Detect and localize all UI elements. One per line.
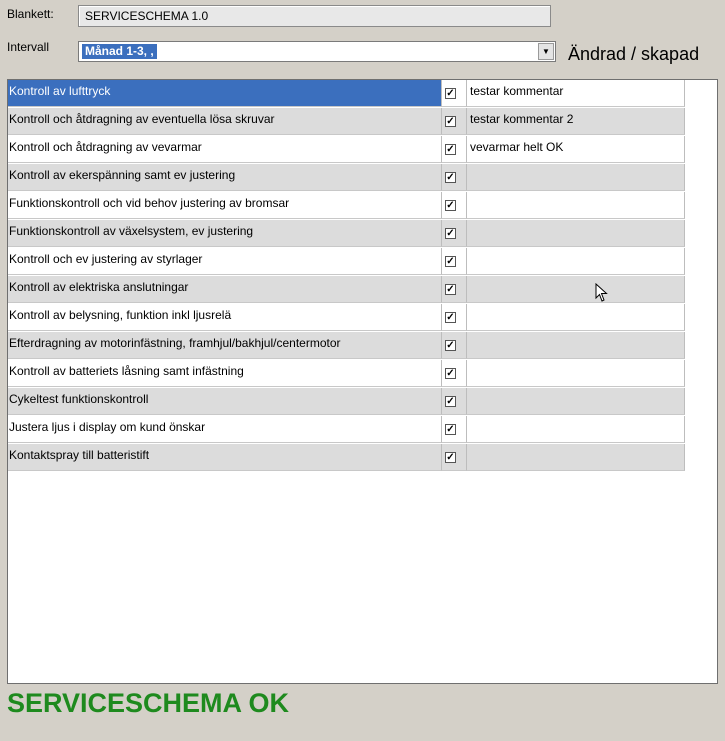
comment-field[interactable] [466, 444, 685, 471]
table-row[interactable] [8, 164, 685, 192]
task-label[interactable]: Kontroll och ev justering av styrlager [8, 248, 441, 275]
comment-field[interactable]: vevarmar helt OK [466, 136, 685, 163]
comment-field[interactable] [466, 360, 685, 387]
intervall-label: Intervall [7, 40, 50, 54]
task-checkbox-cell [441, 220, 466, 247]
comment-field[interactable] [466, 276, 685, 303]
intervall-select[interactable] [78, 41, 556, 62]
task-checkbox[interactable]: ✓ [446, 340, 455, 351]
task-list [7, 79, 718, 684]
task-checkbox[interactable]: ✓ [446, 452, 455, 463]
task-label[interactable]: Kontroll av ekerspänning samt ev justering [8, 164, 441, 191]
task-checkbox-cell [441, 276, 466, 303]
task-checkbox[interactable]: ✓ [446, 368, 455, 379]
task-checkbox-cell [441, 304, 466, 331]
task-checkbox-cell [441, 416, 466, 443]
task-label[interactable]: Funktionskontroll av växelsystem, ev justering [8, 220, 441, 247]
task-label[interactable]: Efterdragning av motorinfästning, framhjul/bakhjul/centermotor [8, 332, 441, 359]
table-row[interactable] [8, 388, 685, 416]
task-label[interactable]: Kontroll av batteriets låsning samt infästning [8, 360, 441, 387]
task-label[interactable]: Cykeltest funktionskontroll [8, 388, 441, 415]
task-checkbox[interactable]: ✓ [446, 256, 455, 267]
blankett-field[interactable]: SERVICESCHEMA 1.0 [78, 5, 551, 27]
comment-field[interactable] [466, 192, 685, 219]
comment-field[interactable] [466, 248, 685, 275]
task-label[interactable]: Kontroll av belysning, funktion inkl ljusrelä [8, 304, 441, 331]
task-checkbox-cell [441, 332, 466, 359]
table-row[interactable] [8, 360, 685, 388]
task-checkbox[interactable]: ✓ [446, 200, 455, 211]
task-label[interactable]: Funktionskontroll och vid behov justering av bromsar [8, 192, 441, 219]
comment-field[interactable] [466, 332, 685, 359]
chevron-down-icon[interactable]: ▼ [538, 43, 554, 60]
comment-field[interactable]: testar kommentar 2 [466, 108, 685, 135]
mouse-cursor-icon [595, 283, 609, 303]
comment-field[interactable] [466, 220, 685, 247]
table-row[interactable] [8, 80, 685, 108]
task-checkbox[interactable]: ✓ [446, 396, 455, 407]
task-checkbox[interactable]: ✓ [446, 284, 455, 295]
task-label[interactable]: Kontaktspray till batteristift [8, 444, 441, 471]
table-row[interactable] [8, 248, 685, 276]
task-label[interactable]: Kontroll och åtdragning av vevarmar [8, 136, 441, 163]
table-row[interactable] [8, 220, 685, 248]
comment-field[interactable] [466, 416, 685, 443]
table-row[interactable] [8, 276, 685, 304]
task-checkbox-cell [441, 80, 466, 107]
changed-label: Ändrad / skapad [568, 44, 700, 64]
task-checkbox[interactable]: ✓ [446, 424, 455, 435]
status-message: SERVICESCHEMA OK [7, 688, 290, 718]
task-label[interactable]: Kontroll av lufttryck [8, 80, 441, 107]
task-checkbox[interactable]: ✓ [446, 144, 455, 155]
comment-field[interactable]: testar kommentar [466, 80, 685, 107]
table-row[interactable] [8, 136, 685, 164]
task-checkbox[interactable]: ✓ [446, 172, 455, 183]
table-row[interactable] [8, 192, 685, 220]
task-checkbox-cell [441, 388, 466, 415]
task-checkbox[interactable]: ✓ [446, 312, 455, 323]
task-label[interactable]: Kontroll och åtdragning av eventuella lösa skruvar [8, 108, 441, 135]
task-checkbox-cell [441, 164, 466, 191]
task-checkbox[interactable]: ✓ [446, 116, 455, 127]
task-checkbox[interactable]: ✓ [446, 228, 455, 239]
task-label[interactable]: Justera ljus i display om kund önskar [8, 416, 441, 443]
comment-field[interactable] [466, 304, 685, 331]
table-row[interactable] [8, 416, 685, 444]
task-checkbox-cell [441, 192, 466, 219]
task-checkbox-cell [441, 136, 466, 163]
task-checkbox[interactable]: ✓ [446, 88, 455, 99]
task-checkbox-cell [441, 108, 466, 135]
table-row[interactable] [8, 108, 685, 136]
task-checkbox-cell [441, 248, 466, 275]
task-label[interactable]: Kontroll av elektriska anslutningar [8, 276, 441, 303]
table-row[interactable] [8, 304, 685, 332]
table-row[interactable] [8, 444, 685, 472]
blankett-label: Blankett: [7, 7, 54, 21]
task-checkbox-cell [441, 360, 466, 387]
task-checkbox-cell [441, 444, 466, 471]
comment-field[interactable] [466, 164, 685, 191]
intervall-selected-value: Månad 1-3, , [82, 44, 157, 59]
comment-field[interactable] [466, 388, 685, 415]
table-row[interactable] [8, 332, 685, 360]
